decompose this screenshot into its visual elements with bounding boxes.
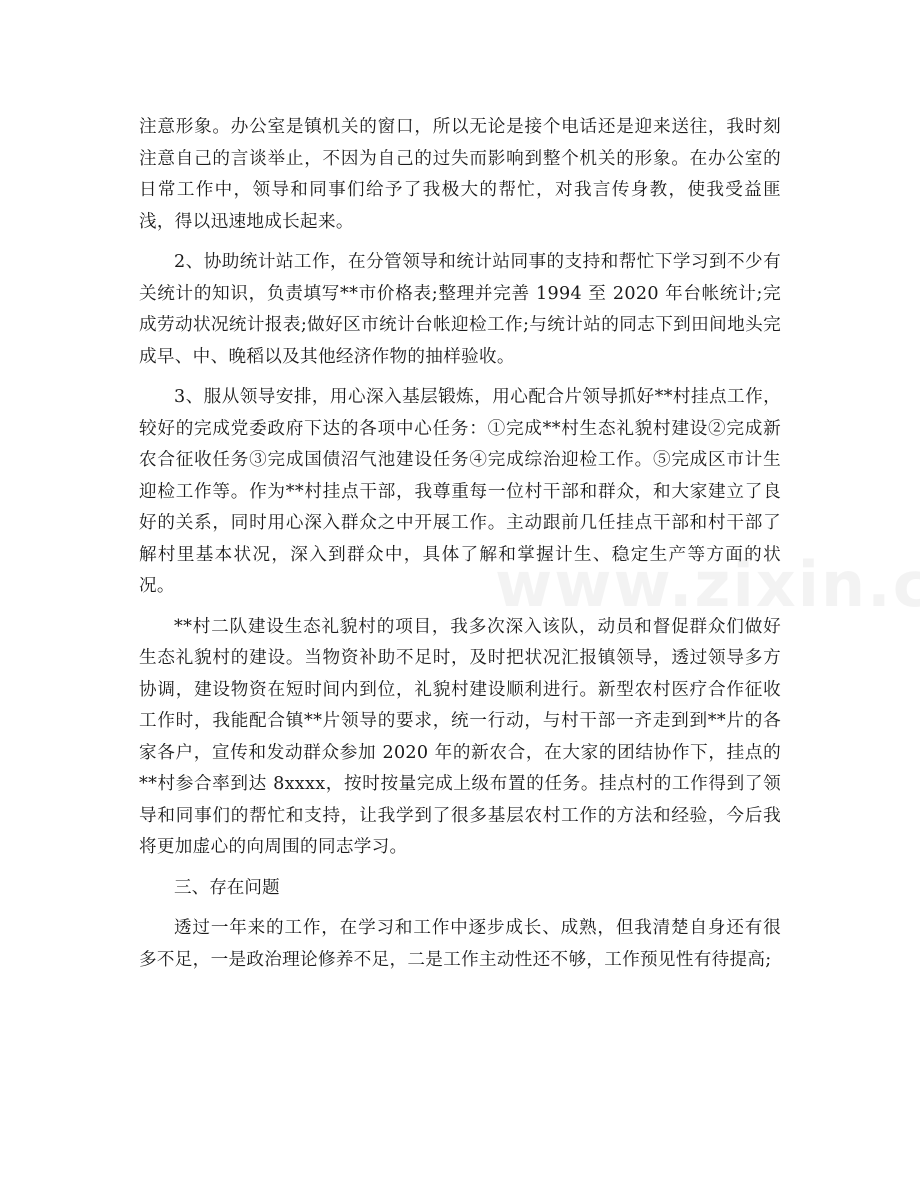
paragraph-eco-village: **村二队建设生态礼貌村的项目，我多次深入该队，动员和督促群众们做好生态礼貌村的建设。当物资补助不足时，及时把状况汇报镇领导，透过领导多方协调，建设物资在短时间内到位，礼貌村建设顺利进行。新型农村医疗合作征收工作时，我能配合镇**片领导的要求，统一行动，与村干部一齐走到到**片的各家各户，宣传和发动群众参加 2020 年的新农合，在大家的团结协作下，挂点的**村参合率到达 8xxxx，按时按量完成上级布置的任务。挂点村的工作得到了领导和同事们的帮忙和支持，让我学到了很多基层农村工作的方法和经验，今后我将更加虚心的向周围的同志学习。 bbox=[139, 616, 781, 857]
section-heading: 三、存在问题 bbox=[174, 877, 280, 898]
document-body bbox=[139, 112, 781, 985]
paragraph-village-work: 3、服从领导安排，用心深入基层锻炼，用心配合片领导抓好**村挂点工作，较好的完成党委政府下达的各项中心任务：①完成**村生态礼貌村建设②完成新农合征收任务③完成国债沼气池建设任务④完成综治迎检工作。⑤完成区市计生迎检工作等。作为**村挂点干部，我尊重每一位村干部和群众，和大家建立了良好的关系，同时用心深入群众之中开展工作。主动跟前几任挂点干部和村干部了解村里基本状况，深入到群众中，具体了解和掌握计生、稳定生产等方面的状况。 bbox=[139, 387, 781, 596]
paragraph-problems: 透过一年来的工作，在学习和工作中逐步成长、成熟，但我清楚自身还有很多不足，一是政治理论修养不足，二是工作主动性还不够，工作预见性有待提高; bbox=[139, 918, 781, 970]
paragraph-statistics-work: 2、协助统计站工作，在分管领导和统计站同事的支持和帮忙下学习到不少有关统计的知识，负责填写**市价格表;整理并完善 1994 至 2020 年台帐统计;完成劳动状况统计报表;做好区市统计台帐迎检工作;与统计站的同志下到田间地头完成早、中、晚稻以及其他经济作物的抽样验收。 bbox=[139, 252, 781, 367]
paragraph-office-image: 注意形象。办公室是镇机关的窗口，所以无论是接个电话还是迎来送往，我时刻注意自己的言谈举止，不因为自己的过失而影响到整个机关的形象。在办公室的日常工作中，领导和同事们给予了我极大的帮忙，对我言传身教，使我受益匪浅，得以迅速地成长起来。 bbox=[139, 117, 781, 232]
